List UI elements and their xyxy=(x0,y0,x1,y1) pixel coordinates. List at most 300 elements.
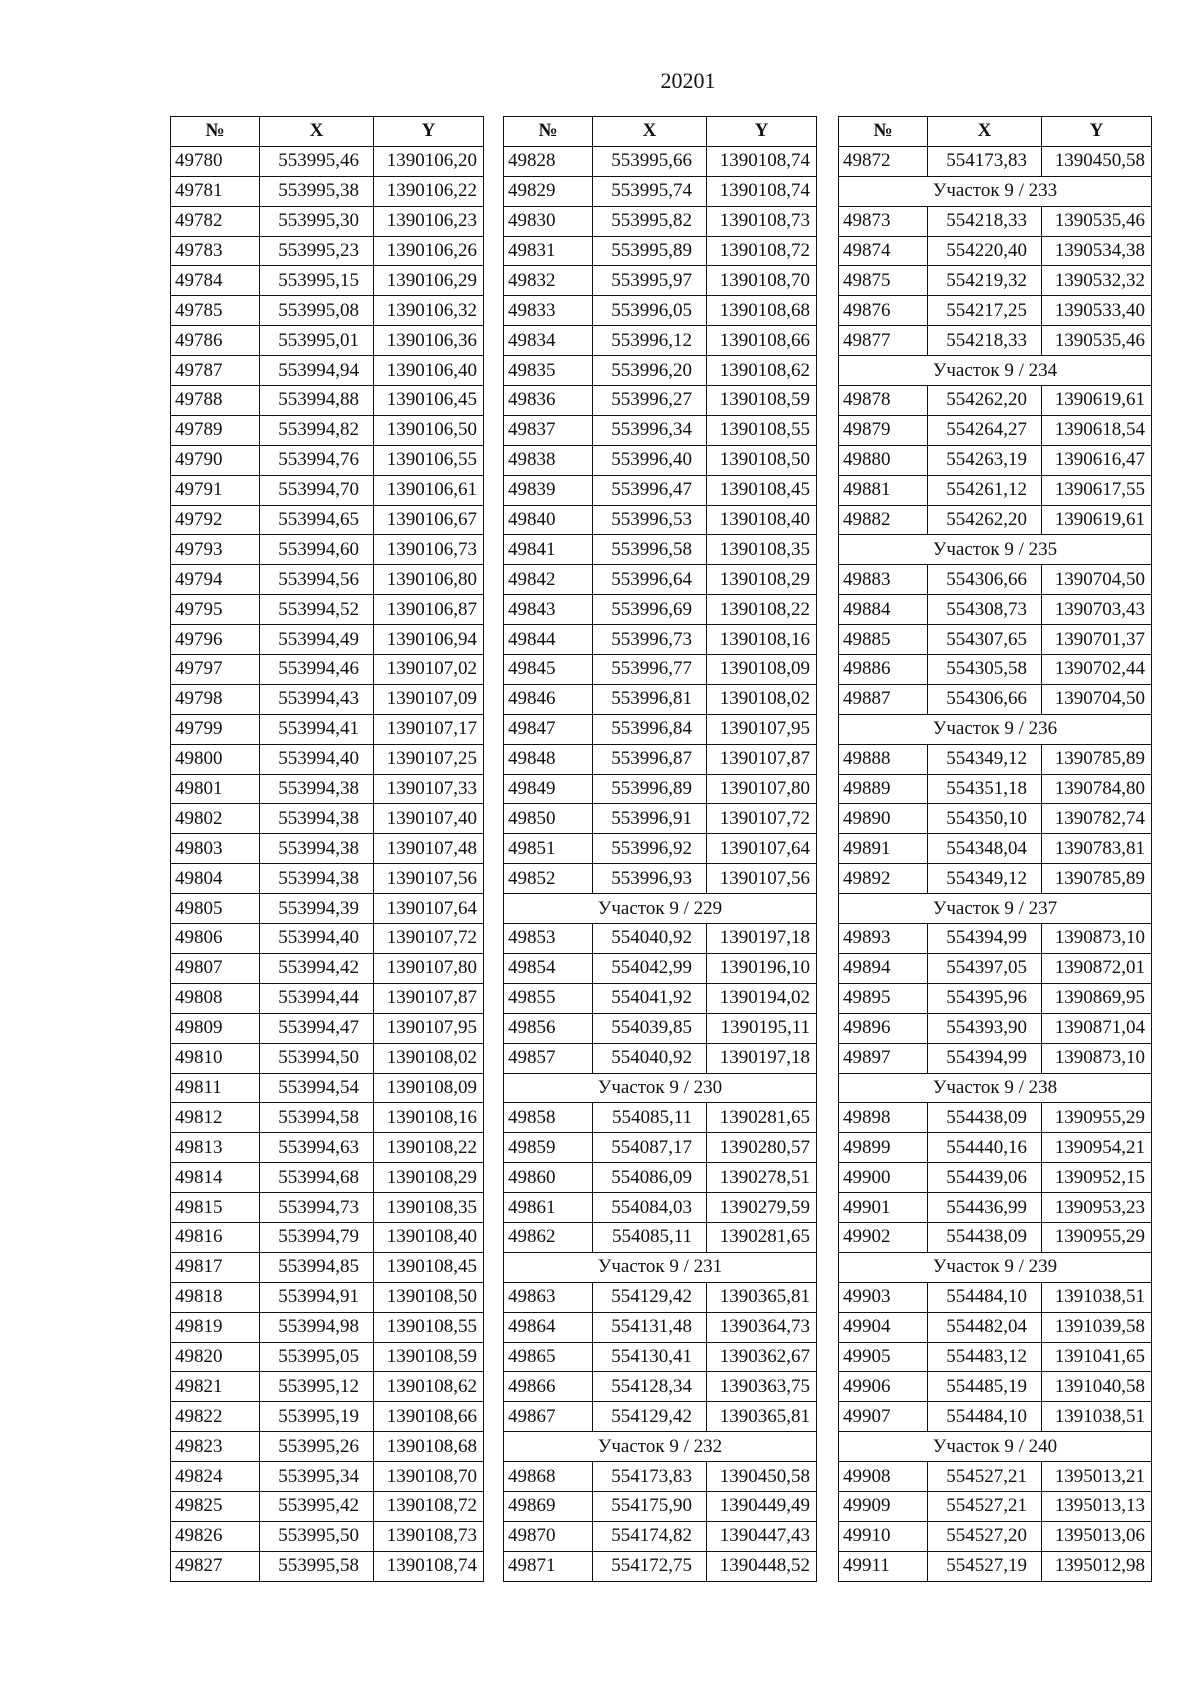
point-number: 49831 xyxy=(504,236,593,266)
point-number: 49796 xyxy=(171,625,260,655)
table-row xyxy=(839,1342,1152,1372)
y-coordinate: 1390108,73 xyxy=(707,206,817,236)
point-number: 49814 xyxy=(171,1163,260,1193)
point-number: 49810 xyxy=(171,1043,260,1073)
y-coordinate: 1395012,98 xyxy=(1042,1551,1152,1581)
table-row xyxy=(839,1521,1152,1551)
table-row xyxy=(171,1013,484,1043)
table-row xyxy=(504,206,817,236)
table-row xyxy=(504,565,817,595)
x-coordinate: 554129,42 xyxy=(593,1402,707,1432)
table-row xyxy=(839,655,1152,685)
table-row xyxy=(504,326,817,356)
table-row xyxy=(839,475,1152,505)
table-row xyxy=(171,1222,484,1252)
table-row xyxy=(171,1551,484,1581)
table-row xyxy=(504,1402,817,1432)
x-coordinate: 553995,23 xyxy=(260,236,374,266)
x-coordinate: 553995,19 xyxy=(260,1402,374,1432)
section-row xyxy=(504,1432,817,1462)
y-coordinate: 1390108,22 xyxy=(374,1133,484,1163)
y-coordinate: 1390107,02 xyxy=(374,655,484,685)
table-row xyxy=(171,953,484,983)
point-number: 49896 xyxy=(839,1013,928,1043)
y-coordinate: 1390108,40 xyxy=(374,1222,484,1252)
x-coordinate: 553996,40 xyxy=(593,445,707,475)
point-number: 49868 xyxy=(504,1462,593,1492)
point-number: 49864 xyxy=(504,1312,593,1342)
point-number: 49811 xyxy=(171,1073,260,1103)
table-row xyxy=(171,296,484,326)
point-number: 49832 xyxy=(504,266,593,296)
point-number: 49911 xyxy=(839,1551,928,1581)
table-row xyxy=(504,774,817,804)
point-number: 49850 xyxy=(504,804,593,834)
table-row xyxy=(171,1163,484,1193)
point-number: 49856 xyxy=(504,1013,593,1043)
x-coordinate: 554350,10 xyxy=(928,804,1042,834)
y-coordinate: 1390783,81 xyxy=(1042,834,1152,864)
table-row xyxy=(839,1222,1152,1252)
table-row xyxy=(839,1312,1152,1342)
x-coordinate: 554262,20 xyxy=(928,386,1042,416)
point-number: 49901 xyxy=(839,1193,928,1223)
x-coordinate: 554129,42 xyxy=(593,1282,707,1312)
x-coordinate: 553995,34 xyxy=(260,1462,374,1492)
point-number: 49789 xyxy=(171,415,260,445)
point-number: 49817 xyxy=(171,1252,260,1282)
point-number: 49798 xyxy=(171,684,260,714)
table-row xyxy=(171,894,484,924)
y-coordinate: 1390703,43 xyxy=(1042,595,1152,625)
table-row xyxy=(839,834,1152,864)
y-coordinate: 1390106,87 xyxy=(374,595,484,625)
point-number: 49858 xyxy=(504,1103,593,1133)
point-number: 49906 xyxy=(839,1372,928,1402)
table-row xyxy=(504,924,817,954)
x-coordinate: 553994,65 xyxy=(260,505,374,535)
table-row xyxy=(504,655,817,685)
x-coordinate: 554397,05 xyxy=(928,953,1042,983)
y-coordinate: 1390782,74 xyxy=(1042,804,1152,834)
point-number: 49845 xyxy=(504,655,593,685)
x-coordinate: 554439,06 xyxy=(928,1163,1042,1193)
y-coordinate: 1390107,80 xyxy=(374,953,484,983)
point-number: 49821 xyxy=(171,1372,260,1402)
x-coordinate: 553996,05 xyxy=(593,296,707,326)
point-number: 49873 xyxy=(839,206,928,236)
point-number: 49819 xyxy=(171,1312,260,1342)
x-coordinate: 553994,38 xyxy=(260,864,374,894)
y-coordinate: 1390107,56 xyxy=(374,864,484,894)
x-coordinate: 554484,10 xyxy=(928,1402,1042,1432)
table-row xyxy=(839,1491,1152,1521)
x-coordinate: 554307,65 xyxy=(928,625,1042,655)
x-coordinate: 554527,21 xyxy=(928,1491,1042,1521)
table-row xyxy=(171,1372,484,1402)
x-coordinate: 554086,09 xyxy=(593,1163,707,1193)
point-number: 49795 xyxy=(171,595,260,625)
table-row xyxy=(504,1491,817,1521)
x-coordinate: 554395,96 xyxy=(928,983,1042,1013)
point-number: 49828 xyxy=(504,146,593,176)
table-row xyxy=(839,386,1152,416)
y-coordinate: 1390108,45 xyxy=(707,475,817,505)
section-label: Участок 9 / 238 xyxy=(839,1073,1152,1103)
table-row xyxy=(504,445,817,475)
x-coordinate: 553996,93 xyxy=(593,864,707,894)
table-row xyxy=(504,804,817,834)
x-coordinate: 554394,99 xyxy=(928,924,1042,954)
header-x: X xyxy=(593,117,707,147)
y-coordinate: 1390108,50 xyxy=(374,1282,484,1312)
x-coordinate: 553996,53 xyxy=(593,505,707,535)
x-coordinate: 553995,97 xyxy=(593,266,707,296)
point-number: 49887 xyxy=(839,684,928,714)
point-number: 49834 xyxy=(504,326,593,356)
point-number: 49842 xyxy=(504,565,593,595)
table-row xyxy=(171,565,484,595)
table-row xyxy=(504,1133,817,1163)
table-row xyxy=(504,1521,817,1551)
x-coordinate: 554131,48 xyxy=(593,1312,707,1342)
point-number: 49805 xyxy=(171,894,260,924)
x-coordinate: 554438,09 xyxy=(928,1222,1042,1252)
point-number: 49852 xyxy=(504,864,593,894)
x-coordinate: 553994,88 xyxy=(260,386,374,416)
table-row xyxy=(839,1163,1152,1193)
y-coordinate: 1390107,72 xyxy=(374,924,484,954)
point-number: 49849 xyxy=(504,774,593,804)
y-coordinate: 1390108,74 xyxy=(707,176,817,206)
y-coordinate: 1390108,45 xyxy=(374,1252,484,1282)
y-coordinate: 1390108,74 xyxy=(707,146,817,176)
y-coordinate: 1390108,40 xyxy=(707,505,817,535)
table-row xyxy=(171,356,484,386)
point-number: 49780 xyxy=(171,146,260,176)
y-coordinate: 1390108,68 xyxy=(707,296,817,326)
point-number: 49910 xyxy=(839,1521,928,1551)
y-coordinate: 1390106,61 xyxy=(374,475,484,505)
x-coordinate: 554308,73 xyxy=(928,595,1042,625)
point-number: 49903 xyxy=(839,1282,928,1312)
point-number: 49812 xyxy=(171,1103,260,1133)
point-number: 49895 xyxy=(839,983,928,1013)
table-row xyxy=(839,505,1152,535)
x-coordinate: 554263,19 xyxy=(928,445,1042,475)
point-number: 49851 xyxy=(504,834,593,864)
point-number: 49878 xyxy=(839,386,928,416)
x-coordinate: 553996,87 xyxy=(593,744,707,774)
point-number: 49829 xyxy=(504,176,593,206)
y-coordinate: 1395013,06 xyxy=(1042,1521,1152,1551)
y-coordinate: 1390535,46 xyxy=(1042,206,1152,236)
table-row xyxy=(171,326,484,356)
y-coordinate: 1390106,40 xyxy=(374,356,484,386)
x-coordinate: 553994,70 xyxy=(260,475,374,505)
table-row xyxy=(171,774,484,804)
table-row xyxy=(504,1193,817,1223)
y-coordinate: 1390616,47 xyxy=(1042,445,1152,475)
x-coordinate: 553994,60 xyxy=(260,535,374,565)
header-x: X xyxy=(928,117,1042,147)
y-coordinate: 1390619,61 xyxy=(1042,505,1152,535)
point-number: 49886 xyxy=(839,655,928,685)
y-coordinate: 1390106,67 xyxy=(374,505,484,535)
section-row xyxy=(839,1252,1152,1282)
point-number: 49838 xyxy=(504,445,593,475)
point-number: 49783 xyxy=(171,236,260,266)
point-number: 49891 xyxy=(839,834,928,864)
x-coordinate: 554039,85 xyxy=(593,1013,707,1043)
section-label: Участок 9 / 230 xyxy=(504,1073,817,1103)
x-coordinate: 554264,27 xyxy=(928,415,1042,445)
table-row xyxy=(839,565,1152,595)
y-coordinate: 1390107,33 xyxy=(374,774,484,804)
table-row xyxy=(504,595,817,625)
x-coordinate: 553996,77 xyxy=(593,655,707,685)
table-row xyxy=(171,625,484,655)
table-row xyxy=(839,1402,1152,1432)
table-row xyxy=(171,1043,484,1073)
y-coordinate: 1395013,13 xyxy=(1042,1491,1152,1521)
table-row xyxy=(504,236,817,266)
y-coordinate: 1390108,35 xyxy=(707,535,817,565)
y-coordinate: 1390450,58 xyxy=(1042,146,1152,176)
y-coordinate: 1390107,64 xyxy=(707,834,817,864)
point-number: 49900 xyxy=(839,1163,928,1193)
y-coordinate: 1390106,94 xyxy=(374,625,484,655)
x-coordinate: 554217,25 xyxy=(928,296,1042,326)
point-number: 49822 xyxy=(171,1402,260,1432)
y-coordinate: 1390618,54 xyxy=(1042,415,1152,445)
table-row xyxy=(171,834,484,864)
table-row xyxy=(839,1551,1152,1581)
y-coordinate: 1390108,66 xyxy=(707,326,817,356)
x-coordinate: 553994,47 xyxy=(260,1013,374,1043)
point-number: 49870 xyxy=(504,1521,593,1551)
point-number: 49804 xyxy=(171,864,260,894)
table-row xyxy=(171,475,484,505)
y-coordinate: 1390447,43 xyxy=(707,1521,817,1551)
point-number: 49897 xyxy=(839,1043,928,1073)
point-number: 49801 xyxy=(171,774,260,804)
y-coordinate: 1390108,70 xyxy=(374,1462,484,1492)
point-number: 49825 xyxy=(171,1491,260,1521)
section-label: Участок 9 / 231 xyxy=(504,1252,817,1282)
x-coordinate: 554040,92 xyxy=(593,1043,707,1073)
y-coordinate: 1390108,29 xyxy=(374,1163,484,1193)
y-coordinate: 1390107,64 xyxy=(374,894,484,924)
y-coordinate: 1390871,04 xyxy=(1042,1013,1152,1043)
y-coordinate: 1390195,11 xyxy=(707,1013,817,1043)
point-number: 49826 xyxy=(171,1521,260,1551)
x-coordinate: 554485,19 xyxy=(928,1372,1042,1402)
x-coordinate: 553994,38 xyxy=(260,804,374,834)
y-coordinate: 1390108,70 xyxy=(707,266,817,296)
table-row xyxy=(171,415,484,445)
y-coordinate: 1390107,80 xyxy=(707,774,817,804)
table-row xyxy=(171,684,484,714)
x-coordinate: 553995,08 xyxy=(260,296,374,326)
x-coordinate: 554130,41 xyxy=(593,1342,707,1372)
y-coordinate: 1390107,48 xyxy=(374,834,484,864)
point-number: 49888 xyxy=(839,744,928,774)
table-row xyxy=(504,714,817,744)
table-row xyxy=(504,1103,817,1133)
x-coordinate: 553994,44 xyxy=(260,983,374,1013)
table-row xyxy=(171,864,484,894)
table-row xyxy=(504,1342,817,1372)
x-coordinate: 553994,85 xyxy=(260,1252,374,1282)
table-row xyxy=(839,326,1152,356)
x-coordinate: 553995,42 xyxy=(260,1491,374,1521)
point-number: 49861 xyxy=(504,1193,593,1223)
table-row xyxy=(171,146,484,176)
point-number: 49872 xyxy=(839,146,928,176)
y-coordinate: 1390196,10 xyxy=(707,953,817,983)
point-number: 49791 xyxy=(171,475,260,505)
y-coordinate: 1390448,52 xyxy=(707,1551,817,1581)
x-coordinate: 553996,73 xyxy=(593,625,707,655)
table-row xyxy=(839,804,1152,834)
x-coordinate: 554306,66 xyxy=(928,684,1042,714)
table-header-row xyxy=(504,117,817,147)
y-coordinate: 1390194,02 xyxy=(707,983,817,1013)
point-number: 49879 xyxy=(839,415,928,445)
y-coordinate: 1390280,57 xyxy=(707,1133,817,1163)
point-number: 49859 xyxy=(504,1133,593,1163)
point-number: 49824 xyxy=(171,1462,260,1492)
table-row xyxy=(504,535,817,565)
x-coordinate: 553995,66 xyxy=(593,146,707,176)
x-coordinate: 554218,33 xyxy=(928,326,1042,356)
point-number: 49866 xyxy=(504,1372,593,1402)
y-coordinate: 1390108,62 xyxy=(374,1372,484,1402)
table-row xyxy=(839,1103,1152,1133)
x-coordinate: 554527,21 xyxy=(928,1462,1042,1492)
x-coordinate: 554173,83 xyxy=(928,146,1042,176)
point-number: 49793 xyxy=(171,535,260,565)
x-coordinate: 553994,82 xyxy=(260,415,374,445)
x-coordinate: 554262,20 xyxy=(928,505,1042,535)
header-number: № xyxy=(839,117,928,147)
section-row xyxy=(504,1252,817,1282)
x-coordinate: 554305,58 xyxy=(928,655,1042,685)
x-coordinate: 554041,92 xyxy=(593,983,707,1013)
point-number: 49809 xyxy=(171,1013,260,1043)
point-number: 49830 xyxy=(504,206,593,236)
table-row xyxy=(171,1402,484,1432)
table-row xyxy=(504,744,817,774)
y-coordinate: 1390952,15 xyxy=(1042,1163,1152,1193)
x-coordinate: 553994,39 xyxy=(260,894,374,924)
table-row xyxy=(171,983,484,1013)
y-coordinate: 1390106,26 xyxy=(374,236,484,266)
y-coordinate: 1390107,56 xyxy=(707,864,817,894)
section-row xyxy=(839,356,1152,386)
y-coordinate: 1390365,81 xyxy=(707,1402,817,1432)
y-coordinate: 1390785,89 xyxy=(1042,864,1152,894)
y-coordinate: 1390106,23 xyxy=(374,206,484,236)
x-coordinate: 553995,26 xyxy=(260,1432,374,1462)
table-row xyxy=(504,1163,817,1193)
x-coordinate: 554393,90 xyxy=(928,1013,1042,1043)
point-number: 49818 xyxy=(171,1282,260,1312)
table-row xyxy=(504,475,817,505)
y-coordinate: 1390107,72 xyxy=(707,804,817,834)
x-coordinate: 553996,27 xyxy=(593,386,707,416)
y-coordinate: 1390197,18 xyxy=(707,1043,817,1073)
y-coordinate: 1391040,58 xyxy=(1042,1372,1152,1402)
y-coordinate: 1390106,50 xyxy=(374,415,484,445)
point-number: 49787 xyxy=(171,356,260,386)
y-coordinate: 1390108,66 xyxy=(374,1402,484,1432)
y-coordinate: 1390108,74 xyxy=(374,1551,484,1581)
page-number: 20201 xyxy=(660,68,716,93)
x-coordinate: 553994,50 xyxy=(260,1043,374,1073)
table-header-row xyxy=(839,117,1152,147)
table-row xyxy=(839,296,1152,326)
y-coordinate: 1390617,55 xyxy=(1042,475,1152,505)
x-coordinate: 553995,05 xyxy=(260,1342,374,1372)
table-row xyxy=(839,684,1152,714)
y-coordinate: 1390704,50 xyxy=(1042,684,1152,714)
y-coordinate: 1390106,20 xyxy=(374,146,484,176)
x-coordinate: 553994,68 xyxy=(260,1163,374,1193)
header-y: Y xyxy=(707,117,817,147)
point-number: 49847 xyxy=(504,714,593,744)
header-number: № xyxy=(171,117,260,147)
y-coordinate: 1390449,49 xyxy=(707,1491,817,1521)
point-number: 49890 xyxy=(839,804,928,834)
point-number: 49841 xyxy=(504,535,593,565)
point-number: 49885 xyxy=(839,625,928,655)
table-row xyxy=(839,206,1152,236)
y-coordinate: 1390701,37 xyxy=(1042,625,1152,655)
point-number: 49909 xyxy=(839,1491,928,1521)
point-number: 49782 xyxy=(171,206,260,236)
point-number: 49862 xyxy=(504,1222,593,1252)
point-number: 49907 xyxy=(839,1402,928,1432)
x-coordinate: 553995,38 xyxy=(260,176,374,206)
table-row xyxy=(504,505,817,535)
table-row xyxy=(171,1073,484,1103)
point-number: 49882 xyxy=(839,505,928,535)
x-coordinate: 553994,38 xyxy=(260,774,374,804)
point-number: 49815 xyxy=(171,1193,260,1223)
table-row xyxy=(171,1312,484,1342)
table-row xyxy=(839,146,1152,176)
section-row xyxy=(839,535,1152,565)
point-number: 49820 xyxy=(171,1342,260,1372)
table-row xyxy=(171,924,484,954)
x-coordinate: 554483,12 xyxy=(928,1342,1042,1372)
point-number: 49881 xyxy=(839,475,928,505)
x-coordinate: 553994,42 xyxy=(260,953,374,983)
y-coordinate: 1390108,55 xyxy=(374,1312,484,1342)
point-number: 49893 xyxy=(839,924,928,954)
y-coordinate: 1390107,87 xyxy=(374,983,484,1013)
x-coordinate: 553995,58 xyxy=(260,1551,374,1581)
table-row xyxy=(171,386,484,416)
x-coordinate: 554484,10 xyxy=(928,1282,1042,1312)
y-coordinate: 1390107,25 xyxy=(374,744,484,774)
y-coordinate: 1390106,80 xyxy=(374,565,484,595)
section-label: Участок 9 / 239 xyxy=(839,1252,1152,1282)
x-coordinate: 554306,66 xyxy=(928,565,1042,595)
point-number: 49844 xyxy=(504,625,593,655)
